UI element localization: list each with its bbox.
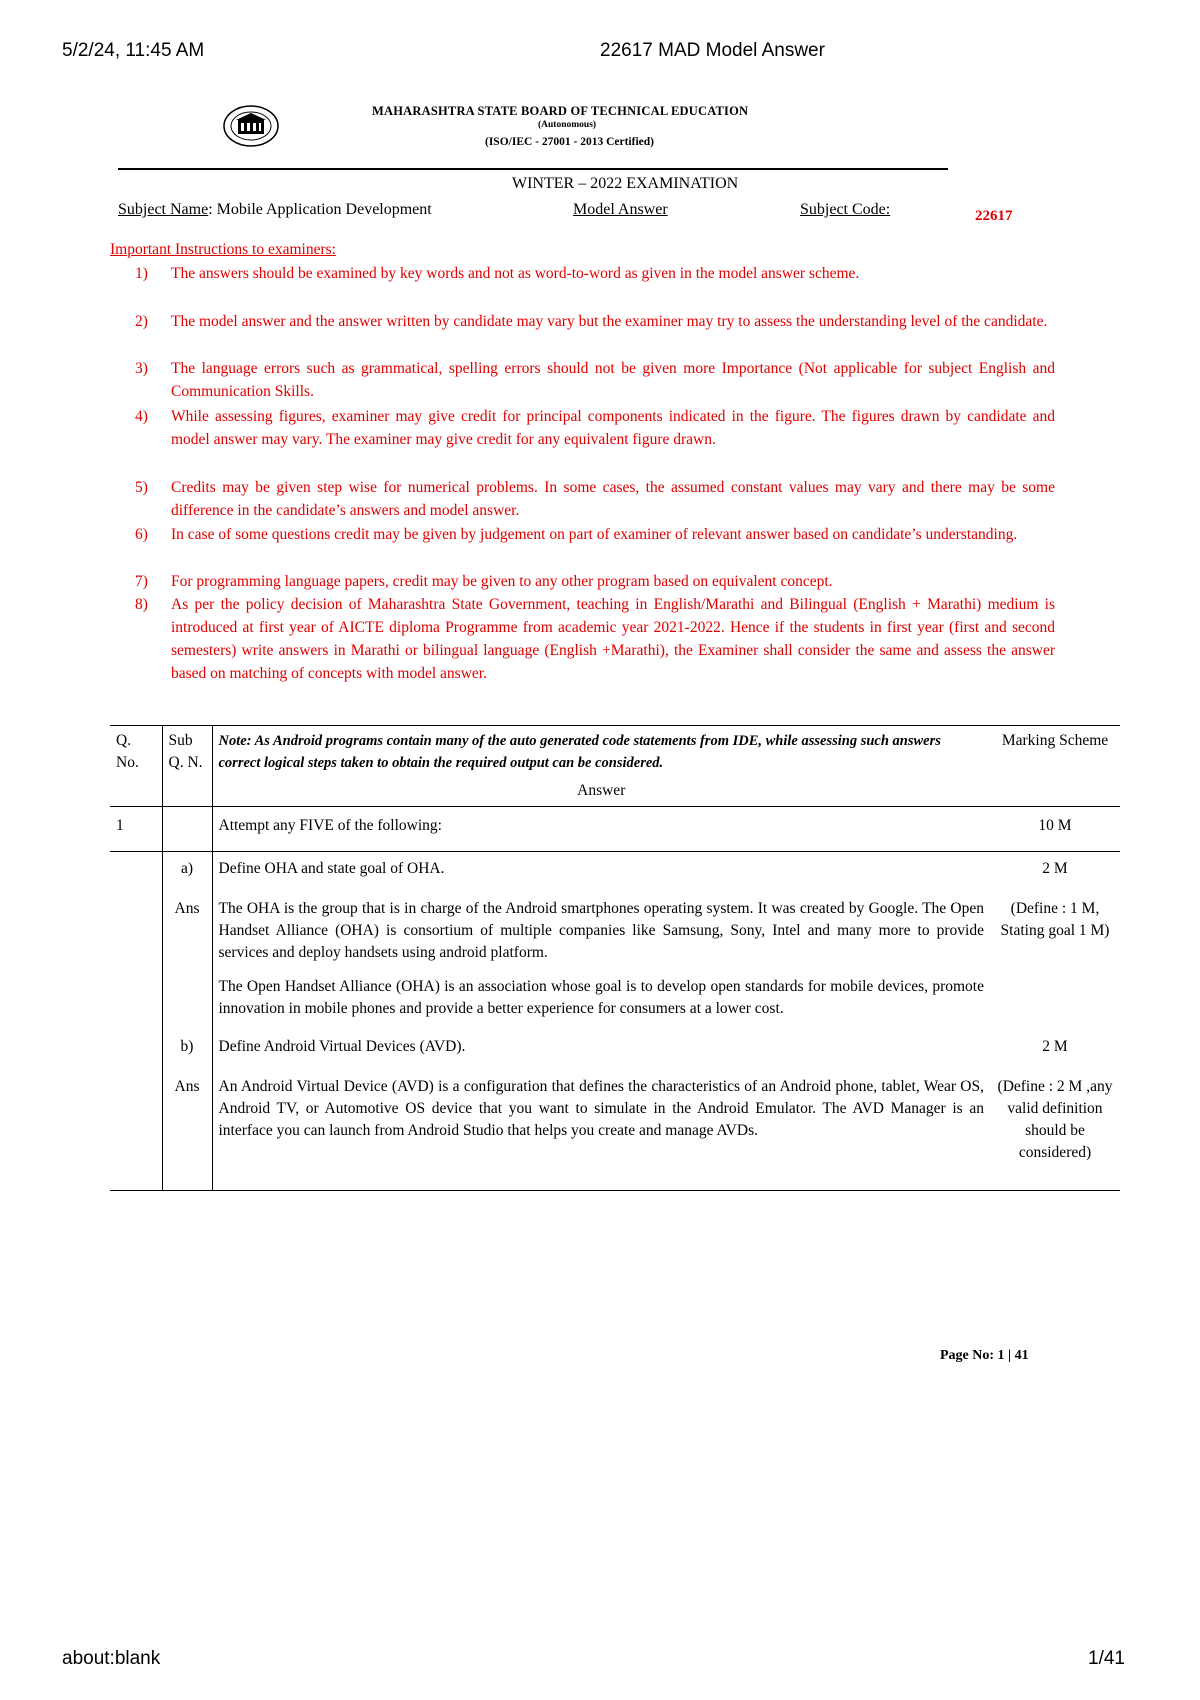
instruction-item [135,570,1055,593]
subq-b-question: Define Android Virtual Devices (AVD). [212,1024,990,1072]
subq-b-ans-label: Ans [162,1072,212,1191]
model-answer-label: Model Answer [573,201,668,218]
subject-name: Mobile Application Development [216,201,432,218]
instruction-text: While assessing figures, examiner may give credit for principal components indicated in the figure. The figures drawn by candidate and model answer may vary. The examiner may give credit for any equivalent figure drawn. [171,408,1055,448]
ide-note: Note: As Android programs contain many of the auto generated code statements from IDE, while assessing such answers correct logical steps taken to obtain the required output can be considered. [218,733,941,771]
instruction-item [135,405,1055,451]
col-marking-header: Marking Scheme [1001,732,1109,749]
subq-a-question: Define OHA and state goal of OHA. [212,852,990,895]
board-name: MAHARASHTRA STATE BOARD OF TECHNICAL EDUCATION [372,104,749,118]
instruction-number: 5) [135,479,148,496]
subq-a-label: a) [162,852,212,895]
instruction-item [135,310,1055,333]
instruction-item [135,262,1055,285]
print-datetime: 5/2/24, 11:45 AM [62,40,205,61]
col-sub-header: Sub Q. N. [162,726,212,807]
instruction-item [135,476,1055,522]
subject-code-label: Subject Code: [800,201,891,218]
instruction-number: 2) [135,313,148,330]
q1-text: Attempt any FIVE of the following: [212,807,990,852]
instruction-number: 1) [135,265,148,282]
q1-number: 1 [116,817,124,834]
footer-url: about:blank [62,1648,161,1669]
subq-a-marks: 2 M [1042,860,1068,877]
instruction-number: 6) [135,526,148,543]
subq-a-ans-label: Ans [162,894,212,1024]
header-divider [118,168,948,170]
subq-b-answer: An Android Virtual Device (AVD) is a configuration that defines the characteristics of an Android phone, tablet, Wear OS, Android TV, or Automotive OS device that you want to simulate in the Android Emulator. The AVD Manager is an interface you can launch from Android Studio that helps you create and manage AVDs. [212,1072,990,1191]
subq-b-marks: 2 M [1042,1038,1068,1055]
q1-marks: 10 M [1038,817,1072,834]
col-answer-header: Answer [577,782,626,799]
instruction-text: For programming language papers, credit may be given to any other program based on equivalent concept. [171,573,833,590]
subject-code: 22617 [975,208,1013,224]
note-cell [212,726,990,807]
instruction-number: 7) [135,573,148,590]
instruction-text: The language errors such as grammatical, spelling errors should not be given more Importance (Not applicable for subject English and Communication Skills. [171,360,1055,400]
instructions-heading: Important Instructions to examiners: [110,241,336,258]
instruction-text: As per the policy decision of Maharashtra State Government, teaching in English/Marathi and Bilingual (English + Marathi) medium is introduced at first year of AICTE diploma Programme from academic year 2021-2022. Hence if the students in first year (first and second semesters) write answers in Marathi or bilingual language (English +Marathi), the Examiner shall consider the same and assess the answer based on matching of concepts with model answer. [171,596,1055,682]
subq-a-scheme: (Define : 1 M, Stating goal 1 M) [1000,900,1110,939]
instruction-text: Credits may be given step wise for numerical problems. In some cases, the assumed constant values may vary and there may be some difference in the candidate’s answers and model answer. [171,479,1055,519]
instruction-text: In case of some questions credit may be given by judgement on part of examiner of relevant answer based on candidate’s understanding. [171,526,1018,543]
exam-title: WINTER – 2022 EXAMINATION [512,175,739,192]
subq-a-answer-p2: The Open Handset Alliance (OHA) is an association whose goal is to develop open standards for mobile devices, promote innovation in mobile phones and provide a better experience for consumers at a lower cost. [218,978,984,1017]
page-number: Page No: 1 | 41 [940,1348,1029,1363]
footer-page: 1/41 [1088,1648,1125,1669]
subq-b-label: b) [162,1024,212,1072]
subq-b-scheme: (Define : 2 M ,any valid definition should be considered) [997,1078,1113,1161]
subq-a-answer [212,894,990,1024]
subject-name-label: Subject Name [118,201,209,218]
instruction-item [135,357,1055,403]
instruction-item [135,593,1055,685]
instruction-number: 8) [135,596,148,613]
instruction-text: The model answer and the answer written by candidate may vary but the examiner may try to assess the understanding level of the candidate. [171,313,1048,330]
subq-a-answer-p1: The OHA is the group that is in charge of the Android smartphones operating system. It was created by Google. The Open Handset Alliance (OHA) is consortium of multiple companies like Samsung, Sony, Intel and many more to provide services and deploy handsets using android platform. [218,900,984,961]
msbte-logo-icon [222,104,280,148]
instruction-item [135,523,1055,546]
instruction-number: 3) [135,360,148,377]
answer-table [110,725,1120,1191]
instruction-number: 4) [135,408,148,425]
print-doc-title: 22617 MAD Model Answer [600,40,825,61]
certification-label: (ISO/IEC - 27001 - 2013 Certified) [485,136,654,148]
instruction-text: The answers should be examined by key words and not as word-to-word as given in the model answer scheme. [171,265,860,282]
subject-line: Subject Name: Mobile Application Development [118,201,432,218]
col-q-header: Q. No. [116,732,139,771]
autonomous-label: (Autonomous) [538,120,597,130]
